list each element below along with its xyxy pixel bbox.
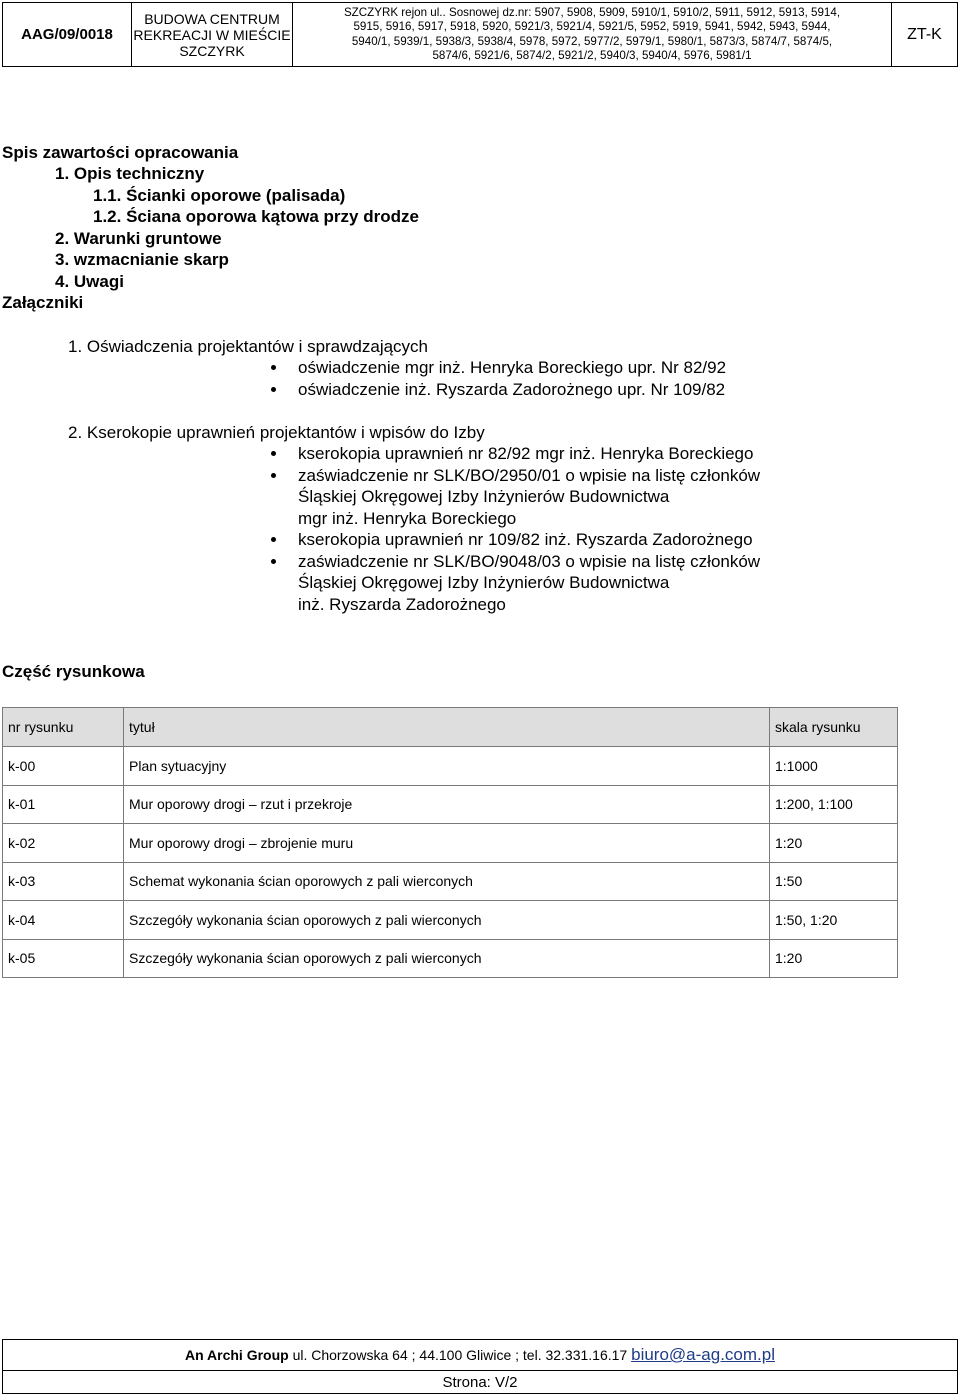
location-line: 5940/1, 5939/1, 5938/3, 5938/4, 5978, 5972, 5977/2, 5979/1, 5980/1, 5873/3, 5874/7, 5874/5, [351,34,833,48]
table-header-row [3,708,898,747]
drawing-number: k-00 [3,747,124,786]
attachment-line: oświadczenie mgr inż. Henryka Boreckiego upr. Nr 82/92 [298,358,727,377]
location-line: 5915, 5916, 5917, 5918, 5920, 5921/3, 5921/4, 5921/5, 5952, 5919, 5941, 5942, 5943, 5944, [353,20,831,34]
drawing-title: Szczegóły wykonania ścian oporowych z pali wierconych [124,901,770,940]
drawing-scale: 1:50 [770,862,898,901]
attachment-section-title: 2. Kserokopie uprawnień projektantów i wpisów do Izby [68,423,485,442]
drawing-title: Schemat wykonania ścian oporowych z pali wierconych [124,862,770,901]
bullet-icon [271,473,276,478]
drawing-title: Szczegóły wykonania ścian oporowych z pali wierconych [124,939,770,978]
drawing-number: k-03 [3,862,124,901]
attachment-section-title: 1. Oświadczenia projektantów i sprawdzających [68,337,429,356]
drawing-scale: 1:20 [770,824,898,863]
drawing-scale: 1:200, 1:100 [770,785,898,824]
toc-heading: Spis zawartości opracowania [2,143,239,162]
drawing-title: Mur oporowy drogi – zbrojenie muru [124,824,770,863]
page-number: Strona: V/2 [3,1371,958,1394]
project-title [132,3,293,67]
attachment-line: oświadczenie inż. Ryszarda Zadorożnego upr. Nr 109/82 [298,380,726,399]
bullet-icon [271,387,276,392]
drawing-number: k-02 [3,824,124,863]
attachment-line: Śląskiej Okręgowej Izby Inżynierów Budownictwa [298,573,670,592]
drawing-title: Plan sytuacyjny [124,747,770,786]
location-line: SZCZYRK rejon ul.. Sosnowej dz.nr: 5907, 5908, 5909, 5910/1, 5910/2, 5911, 5912, 5913, 5914, [343,5,841,19]
document-footer [2,1339,958,1394]
project-title-line: REKREACJI W MIEŚCIE [133,26,291,43]
company-address: ul. Chorzowska 64 ; 44.100 Gliwice ; tel. 32.331.16.17 [288,1347,632,1363]
table-row [3,862,898,901]
attachment-line: kserokopia uprawnień nr 109/82 inż. Ryszarda Zadorożnego [298,530,753,549]
table-row [3,785,898,824]
attachments-heading: Załączniki [2,293,84,312]
drawing-number: k-04 [3,901,124,940]
attachment-line: zaświadczenie nr SLK/BO/9048/03 o wpisie na listę członków [298,552,761,571]
attachment-line: inż. Ryszarda Zadorożnego [298,595,506,614]
discipline-code: ZT-K [892,3,958,67]
drawing-scale: 1:50, 1:20 [770,901,898,940]
project-location [293,3,892,67]
column-header: nr rysunku [3,708,124,747]
drawings-table [2,707,898,978]
attachment-line: zaświadczenie nr SLK/BO/2950/01 o wpisie na listę członków [298,466,761,485]
bullet-icon [271,559,276,564]
toc-item: 2. Warunki gruntowe [55,229,222,248]
bullet-icon [271,451,276,456]
project-title-line: SZCZYRK [179,42,245,59]
document-header [2,2,958,67]
drawing-title: Mur oporowy drogi – rzut i przekroje [124,785,770,824]
company-info [3,1340,958,1371]
project-title-line: BUDOWA CENTRUM [144,10,280,27]
bullet-icon [271,537,276,542]
attachment-line: kserokopia uprawnień nr 82/92 mgr inż. Henryka Boreckiego [298,444,754,463]
table-row [3,824,898,863]
attachment-line: mgr inż. Henryka Boreckiego [298,509,517,528]
project-code: AAG/09/0018 [3,3,132,67]
toc-item: 1.2. Ściana oporowa kątowa przy drodze [93,207,419,226]
toc-item: 3. wzmacnianie skarp [55,250,229,269]
company-name: An Archi Group [184,1347,289,1363]
table-row [3,747,898,786]
toc-item: 1. Opis techniczny [55,164,205,183]
drawing-number: k-05 [3,939,124,978]
drawing-number: k-01 [3,785,124,824]
bullet-icon [271,365,276,370]
drawings-heading: Część rysunkowa [2,662,145,681]
toc-item: 4. Uwagi [55,272,124,291]
column-header: skala rysunku [770,708,898,747]
location-line: 5874/6, 5921/6, 5874/2, 5921/2, 5940/3, 5940/4, 5976, 5981/1 [432,48,752,62]
email-link[interactable]: biuro@a-ag.com.pl [631,1345,775,1364]
table-row [3,901,898,940]
attachment-line: Śląskiej Okręgowej Izby Inżynierów Budownictwa [298,487,670,506]
drawing-scale: 1:1000 [770,747,898,786]
toc-item: 1.1. Ścianki oporowe (palisada) [93,186,346,205]
table-row [3,939,898,978]
column-header: tytuł [124,708,770,747]
drawing-scale: 1:20 [770,939,898,978]
